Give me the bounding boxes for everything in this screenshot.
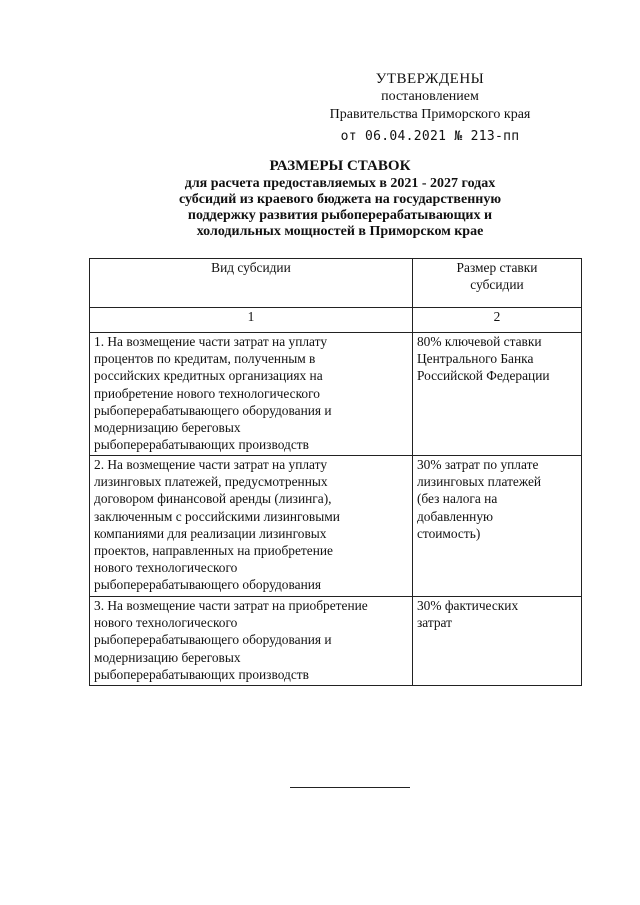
approval-line-date-number: от 06.04.2021 № 213-пп bbox=[340, 129, 520, 144]
cell-line: 2. На возмещение части затрат на уплату bbox=[94, 457, 328, 472]
column-number: 1 bbox=[90, 308, 413, 333]
cell-line: нового технологического bbox=[94, 615, 238, 631]
document-heading bbox=[90, 158, 590, 240]
header-subsidy-type bbox=[90, 259, 413, 308]
approval-title: УТВЕРЖДЕНЫ bbox=[375, 71, 485, 87]
heading-line: холодильных мощностей в Приморском крае bbox=[196, 224, 484, 239]
header-subsidy-type-label: Вид субсидии bbox=[211, 260, 291, 275]
cell-line: 1. На возмещение части затрат на уплату bbox=[94, 334, 328, 349]
cell-line: рыбоперерабатывающего оборудования и bbox=[94, 632, 332, 648]
cell-line: модернизацию береговых bbox=[94, 420, 241, 436]
cell-line: лизинговых платежей bbox=[416, 474, 542, 490]
cell-line: 30% фактических bbox=[416, 598, 519, 613]
cell-line: 30% затрат по уплате bbox=[416, 457, 539, 472]
approval-line-resolution: постановлением bbox=[381, 89, 479, 104]
closing-divider-line bbox=[290, 787, 410, 788]
table-row bbox=[90, 333, 582, 456]
header-rate-line: субсидии bbox=[470, 277, 524, 293]
heading-line: для расчета предоставляемых в 2021 - 2027 годах bbox=[184, 176, 496, 191]
cell-line: рыбоперерабатывающих производств bbox=[94, 666, 309, 682]
table-row bbox=[90, 597, 582, 686]
cell-line: процентов по кредитам, полученным в bbox=[94, 351, 316, 367]
subsidy-type-cell bbox=[90, 597, 413, 686]
subsidy-rate-cell bbox=[412, 456, 581, 597]
subsidy-rate-cell bbox=[412, 333, 581, 456]
cell-line: договором финансовой аренды (лизинга), bbox=[94, 491, 332, 507]
cell-line: рыбоперерабатывающего оборудования и bbox=[94, 402, 332, 418]
table-column-numbers-row bbox=[90, 308, 582, 333]
cell-line: рыбоперерабатывающих производств bbox=[94, 437, 309, 453]
cell-line: рыбоперерабатывающего оборудования bbox=[94, 577, 322, 593]
heading-title: РАЗМЕРЫ СТАВОК bbox=[269, 158, 411, 174]
approval-line-government: Правительства Приморского края bbox=[329, 107, 531, 122]
header-rate bbox=[412, 259, 581, 308]
subsidy-rate-cell bbox=[412, 597, 581, 686]
cell-line: лизинговых платежей, предусмотренных bbox=[94, 474, 328, 490]
subsidy-type-cell bbox=[90, 333, 413, 456]
table-header-row bbox=[90, 259, 582, 308]
cell-line: Российской Федерации bbox=[416, 368, 550, 384]
heading-line: субсидий из краевого бюджета на государственную bbox=[178, 192, 502, 207]
cell-line: компаниями для реализации лизинговых bbox=[94, 525, 327, 541]
cell-line: затрат bbox=[416, 615, 452, 631]
cell-line: добавленную bbox=[416, 508, 494, 524]
cell-line: заключенным с российскими лизинговыми bbox=[94, 508, 340, 524]
cell-line: 3. На возмещение части затрат на приобретение bbox=[94, 598, 368, 613]
cell-line: 80% ключевой ставки bbox=[416, 334, 542, 349]
cell-line: стоимость) bbox=[416, 525, 481, 541]
table-row bbox=[90, 456, 582, 597]
cell-line: проектов, направленных на приобретение bbox=[94, 543, 333, 559]
column-number: 2 bbox=[412, 308, 581, 333]
cell-line: (без налога на bbox=[416, 491, 498, 507]
cell-line: нового технологического bbox=[94, 560, 238, 576]
subsidy-type-cell bbox=[90, 456, 413, 597]
header-rate-line: Размер ставки bbox=[456, 260, 538, 275]
cell-line: модернизацию береговых bbox=[94, 649, 241, 665]
rates-table bbox=[89, 258, 582, 686]
cell-line: российских кредитных организациях на bbox=[94, 368, 323, 384]
cell-line: Центрального Банка bbox=[416, 351, 534, 367]
heading-line: поддержку развития рыбоперерабатывающих и bbox=[187, 208, 493, 223]
cell-line: приобретение нового технологического bbox=[94, 385, 320, 401]
